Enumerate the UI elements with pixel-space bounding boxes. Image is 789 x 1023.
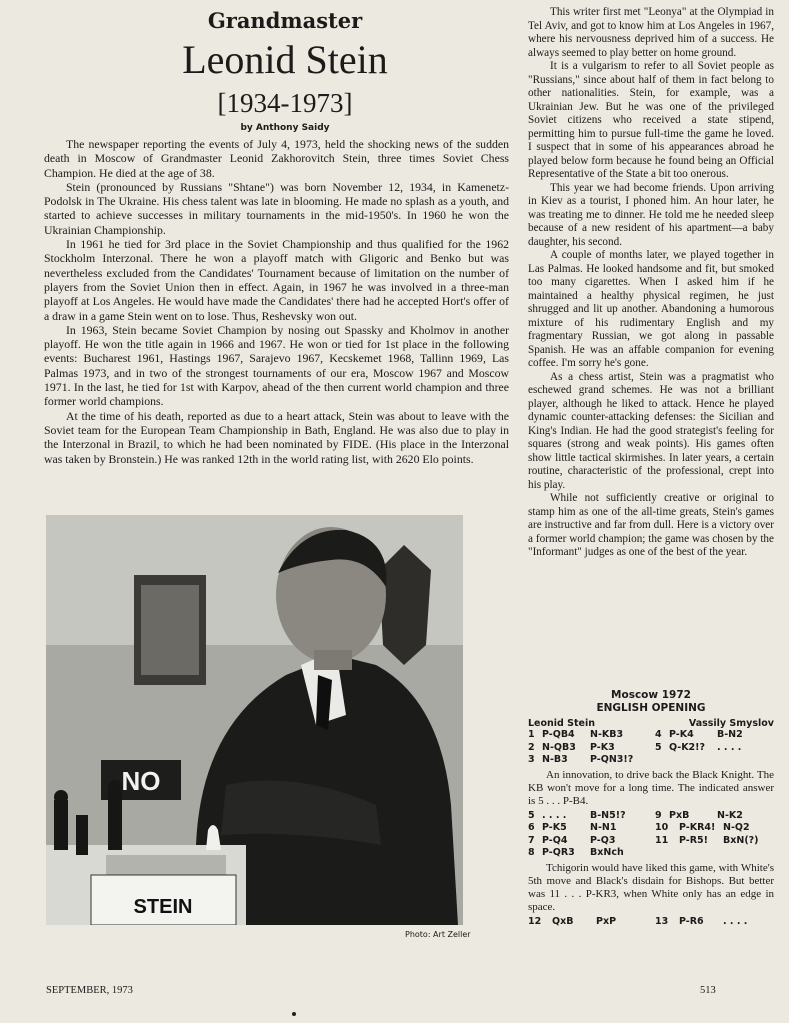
move-number: 5 <box>655 741 662 753</box>
white-move: P-K4 <box>669 729 694 740</box>
byline: by Anthony Saidy <box>240 123 330 133</box>
move-number: 8 <box>528 847 535 858</box>
photo-illustration <box>46 515 463 925</box>
move-row <box>528 742 647 755</box>
photo-credit: Photo: Art Zeller <box>405 930 471 939</box>
paragraph: This writer first met "Leonya" at the Olympiad in Tel Aviv, and got to know him at Los Angeles in 1967, where his nervousness deprived him of a success. He always seemed to play better on home ground. <box>528 6 774 59</box>
black-move: N-KB3 <box>590 729 624 740</box>
move-number: 4 <box>655 729 662 740</box>
paragraph: In 1961 he tied for 3rd place in the Soviet Championship and thus qualified for the 1962 Stockholm Interzonal. There he won a playoff match with Gligoric and Benko but was nevertheless excluded from the Candidates' Tournament because of limitation on the number of players from the Soviet Union then in effect. Again, in 1967 he was involved in a three-man playoff at Los Angeles. He would have made the Candidates' there had he accepted Hort's offer of a draw in a game Stein went on to lose. Thus, Reshevsky won out. <box>44 237 509 323</box>
black-player: Vassily Smyslov <box>688 718 774 729</box>
white-move: QxB <box>552 915 574 927</box>
moves-block-c <box>528 916 774 929</box>
game-score <box>528 689 774 928</box>
move-row <box>655 742 774 755</box>
move-number: 13 <box>655 915 669 927</box>
move-row <box>528 729 647 742</box>
moves-column <box>528 729 647 767</box>
black-move: B-N2 <box>717 729 743 740</box>
paragraph: It is a vulgarism to refer to all Soviet people as "Russians," since about half of them in fact belong to other nationalities. Stein, for example, was a Ukrainian Jew. But he was one of the privileged Soviet citizens who received a state stipend, permitting him to pursue full-time the game he loved. I suspect that in some of his appearances abroad he played below form because he found being an Official Representative of the State a bit too onerous. <box>528 60 774 180</box>
black-move: P-K3 <box>590 741 615 753</box>
paragraph: Stein (pronounced by Russians "Shtane") was born November 12, 1934, in Kamenetz-Podolsk in The Ukraine. His chess talent was late in blooming. He made no splash as a youth, and started to achieve successes in military tournaments in the mid-1950's. In 1960 he won the Ukrainian Championship. <box>44 179 509 237</box>
black-move: BxN(?) <box>723 834 759 846</box>
paragraph: This year we had become friends. Upon arriving in Kiev as a tourist, I phoned him. An hour later, he was treating me to dinner. He told me he needed sleep because of a new resident of his apartment—a baby daughter, his second. <box>528 181 774 248</box>
black-move: N-N1 <box>590 822 617 833</box>
article-kicker: Grandmaster <box>207 8 363 33</box>
moves-block-b <box>528 810 774 860</box>
moves-column <box>528 916 647 929</box>
white-move: P-Q4 <box>542 834 568 846</box>
game-players <box>528 718 774 729</box>
game-opening: ENGLISH OPENING <box>596 702 706 714</box>
moves-column <box>528 810 647 860</box>
moves-column <box>655 916 774 929</box>
paragraph: At the time of his death, reported as due to a heart attack, Stein was about to leave with the Soviet team for the European Team Championship in Bath, England. He was also due to play in the Interzonal in Brazil, to which he had been nominated by FIDE. (His place in the Interzonal was taken by Bronstein.) He was ranked 12th in the world rating list, with 2620 Elo points. <box>44 408 509 466</box>
nameplate-text: STEIN <box>133 896 193 918</box>
white-move: P-K5 <box>542 822 567 833</box>
left-column <box>44 137 509 466</box>
move-number: 9 <box>655 809 662 821</box>
black-move: P-Q3 <box>590 834 616 846</box>
black-move: BxNch <box>590 847 624 858</box>
black-move: . . . . <box>717 741 742 753</box>
paragraph: As a chess artist, Stein was a pragmatist who eschewed grand schemes. He was not a brilliant player, although he liked to attack. Hence he played dynamic counter-attacking defenses: the Sicilian and King's Indian. He had the good strategist's feeling for squares (strong and weak points). His games often show little tactical skirmishes. In later years, a certain routine, characteristic of the professional, crept into his play. <box>528 370 774 491</box>
move-number: 2 <box>528 741 535 753</box>
article-years: [1934-1973] <box>217 88 353 118</box>
move-number: 3 <box>528 754 535 765</box>
white-move: Q-K2!? <box>669 741 706 753</box>
white-move: P-R5! <box>679 834 708 846</box>
moves-column <box>655 810 774 860</box>
black-move: N-K2 <box>717 809 743 821</box>
white-move: PxB <box>669 809 690 821</box>
game-event: Moscow 1972 <box>611 689 691 701</box>
move-number: 6 <box>528 822 535 833</box>
paragraph: While not sufficiently creative or original to stamp him as one of the all-time greats, Stein's games are instructive and far from dull. Here is a victory over a former world champion; the game was chosen by the "Informant" judges as one of the best of the year. <box>528 492 774 558</box>
black-move: P-QN3!? <box>590 754 634 765</box>
black-move: N-Q2 <box>723 822 750 833</box>
move-number: 12 <box>528 915 542 927</box>
white-move: P-R6 <box>679 915 704 927</box>
move-number: 1 <box>528 729 535 740</box>
move-row <box>528 822 647 835</box>
move-row <box>655 822 774 835</box>
move-number: 7 <box>528 834 535 846</box>
paragraph: The newspaper reporting the events of July 4, 1973, held the shocking news of the sudden death in Moscow of Grandmaster Leonid Zakhorovitch Stein, three times Soviet Chess Champion. He died at the age of 38. <box>44 137 509 180</box>
article-title: Leonid Stein <box>182 37 388 82</box>
move-row <box>528 847 647 860</box>
move-number: 11 <box>655 834 669 846</box>
white-move: P-QB4 <box>542 729 575 740</box>
white-move: N-QB3 <box>542 741 576 753</box>
portrait-photo <box>46 515 463 925</box>
move-number: 5 <box>528 809 535 821</box>
page-number: 513 <box>700 985 716 996</box>
move-row <box>528 835 647 848</box>
white-move: . . . . <box>542 809 567 821</box>
white-move: P-KR4! <box>679 822 716 833</box>
white-move: N-B3 <box>542 754 568 765</box>
annotation: Tchigorin would have liked this game, with White's 5th move and Black's disdain for Bishops. But better was 11 . . . P-KR3, when White only has an edge in space. <box>528 861 774 913</box>
move-row <box>655 916 774 929</box>
paragraph: In 1963, Stein became Soviet Champion by nosing out Spassky and Kholmov in another playoff. He won the title again in 1966 and 1967. He won or tied for 1st place in the following events: Bucharest 1961, Hastings 1967, Sarajevo 1967, Kecskemet 1968, Tallinn 1969, Las Palmas 1973, and in two of the strongest tournaments of our era, Moscow 1967 and Moscow 1971. In the last, he tied for 1st with Karpov, ahead of the then current world champion and three former world champions. <box>44 322 509 409</box>
move-row <box>528 916 647 929</box>
moves-block-a <box>528 729 774 767</box>
page-dot <box>292 1012 296 1016</box>
paragraph: A couple of months later, we played together in Las Palmas. He looked handsome and fit, but smoked too many cigarettes. When I asked him if he maintained a healthy physical regimen, he just shrugged and lit up another. Abandoning a humorous mixture of his rudimentary English and my fragmentary Russian, we got along in passable Spanish. He was an affable companion for evening coffee. I'm sorry he's gone. <box>528 249 774 369</box>
black-move: B-N5!? <box>590 809 626 821</box>
move-row <box>655 835 774 848</box>
right-column <box>528 6 774 560</box>
moves-column <box>655 729 774 767</box>
move-row <box>655 810 774 823</box>
move-row <box>655 729 774 742</box>
move-row <box>528 810 647 823</box>
move-number: 10 <box>655 822 669 833</box>
black-move: . . . . <box>723 915 748 927</box>
white-move: P-QR3 <box>542 847 575 858</box>
sign-text: NO <box>121 766 161 796</box>
black-move: PxP <box>596 915 617 927</box>
issue-date: SEPTEMBER, 1973 <box>46 985 133 996</box>
annotation: An innovation, to drive back the Black Knight. The KB won't move for a long time. The indicated answer is 5 . . . P-B4. <box>528 768 774 807</box>
move-row <box>528 754 647 767</box>
white-player: Leonid Stein <box>528 718 595 729</box>
